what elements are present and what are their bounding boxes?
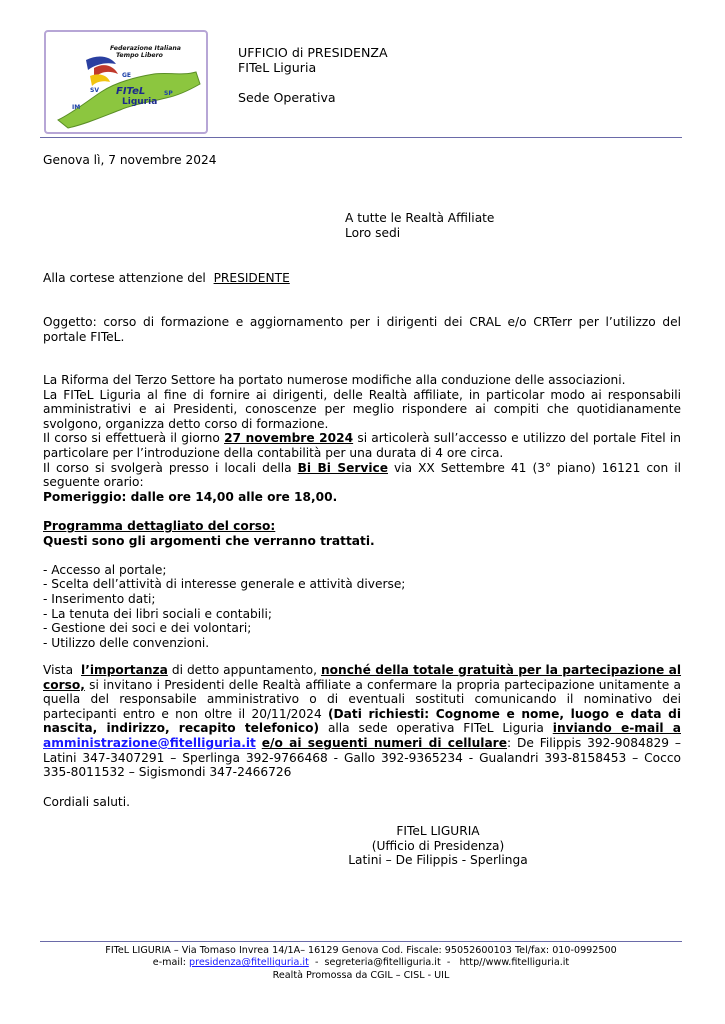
website-link[interactable]: http//www.fitelliguria.it <box>459 957 570 969</box>
segreteria-email[interactable]: segreteria@fitelliguria.it <box>324 957 441 969</box>
body-block <box>43 373 681 504</box>
closing-inviando: inviando e-mail a <box>552 721 681 736</box>
footer-separator: - <box>314 957 319 969</box>
recipient-line-2: Loro sedi <box>345 225 401 240</box>
course-place: Bi Bi Service <box>297 460 388 475</box>
list-item: - Gestione dei soci e dei volontari; <box>43 621 252 636</box>
body-p4-pre: Il corso si svolgerà presso i locali della <box>43 460 292 475</box>
footer-promoted: Realtà Promossa da CGIL – CISL - UIL <box>272 969 450 981</box>
logo-fitel-text: FITeL <box>116 86 146 97</box>
footer-address: FITeL LIGURIA – Via Tomaso Invrea 14/1A– 16129 Genova Cod. Fiscale: 95052600103 Tel/fax: 010-0992500 <box>105 945 617 956</box>
program-list <box>43 563 681 651</box>
program-block <box>43 519 681 650</box>
header-block <box>238 45 388 105</box>
signature-line-2: (Ufficio di Presidenza) <box>371 838 505 853</box>
list-item: - Inserimento dati; <box>43 591 156 606</box>
logo-liguria-text: Liguria <box>122 97 158 107</box>
footer-divider <box>40 941 682 942</box>
footer-contacts <box>40 957 682 969</box>
list-item: - Scelta dell’attività di interesse generale e attività diverse; <box>43 577 406 592</box>
phone-numbers: De Filippis 392-9084829 – Latini 347-3407291 – Sperlinga 392-9766468 - Gallo 392-9365234 - Gualandri 393-8158453 – Cocco 335-8011532 – Sigismondi 347-2466726 <box>43 735 682 780</box>
closing-importanza: l’importanza <box>81 663 168 677</box>
closing-numeri: e/o ai seguenti numeri di cellulare <box>261 735 507 750</box>
logo-federation-text: Federazione Italiana Tempo Libero <box>110 45 181 59</box>
list-item: - Utilizzo delle convenzioni. <box>43 635 210 650</box>
province-sv-label: SV <box>90 87 99 94</box>
attention-name: PRESIDENTE <box>213 271 290 285</box>
body-p3 <box>43 431 681 460</box>
recipient-block <box>345 211 494 240</box>
closing-invito: si invitano i Presidenti delle Realtà affiliate a confermare la propria partecipazione unitamente a quella del responsabile amministrativo o di eventuali sostituti comunicando il nominativo dei partecipanti entro e non oltre il 20/11/2024 <box>43 677 682 721</box>
body-p4-post: via XX Settembre 41 (3° piano) 16121 con il seguente orario: <box>43 460 682 490</box>
list-item: - Accesso al portale; <box>43 562 167 577</box>
subject: Oggetto: corso di formazione e aggiornamento per i dirigenti dei CRAL e/o CRTerr per l’utilizzo del portale FITeL. <box>43 315 681 344</box>
closing-dati: (Dati richiesti: Cognome e nome, luogo e data di nascita, indirizzo, recapito telefonico) <box>43 706 682 736</box>
fitel-logo <box>44 30 208 134</box>
presidenza-email-link[interactable]: presidenza@fitelliguria.it <box>189 957 309 969</box>
list-item: - La tenuta dei libri sociali e contabili; <box>43 606 273 621</box>
admin-email-link[interactable]: amministrazione@fitelliguria.it <box>43 735 256 750</box>
closing-vista: Vista <box>43 663 74 677</box>
closing-colon: : <box>506 735 512 750</box>
program-subtitle: Questi sono gli argomenti che verranno trattati. <box>43 533 375 548</box>
date-line: Genova lì, 7 novembre 2024 <box>43 153 217 167</box>
signature-line-3: Latini – De Filippis - Sperlinga <box>348 853 528 868</box>
header-org: FITeL Liguria <box>238 60 317 75</box>
body-p3-pre: Il corso si effettuerà il giorno <box>43 431 220 446</box>
province-ge-label: GE <box>122 72 132 79</box>
header-office: UFFICIO di PRESIDENZA <box>238 45 388 60</box>
body-p2: La FITeL Liguria al fine di fornire ai dirigenti, delle Realtà affiliate, in particolar modo ai responsabili amministrativi e ai Presidenti, conoscenze per meglio rispondere ai compiti che quotidianamente svolgono, organizza detto corso di formazione. <box>43 387 681 431</box>
recipient-line-1: A tutte le Realtà Affiliate <box>345 211 495 225</box>
signature-block <box>330 824 546 868</box>
body-p3-post: si articolerà sull’accesso e utilizzo del portale Fitel in particolare per l’introduzione della contabilità per una durata di 4 ore circa. <box>43 431 681 460</box>
footer-email-label: e-mail: <box>152 957 186 969</box>
closing-sede: alla sede operativa FITeL Liguria <box>327 721 544 736</box>
closing-detto: di detto appuntamento, <box>171 663 317 677</box>
greeting: Cordiali saluti. <box>43 795 130 809</box>
closing-paragraph <box>43 663 681 780</box>
attention-prefix: Alla cortese attenzione del <box>43 271 206 285</box>
footer <box>40 945 682 982</box>
body-p1: La Riforma del Terzo Settore ha portato numerose modifiche alla conduzione delle associazioni. <box>43 373 626 387</box>
province-im-label: IM <box>72 104 81 111</box>
attention-line <box>43 271 290 286</box>
course-date: 27 novembre 2024 <box>224 431 354 446</box>
signature-line-1: FITeL LIGURIA <box>396 824 480 838</box>
header-sede: Sede Operativa <box>238 90 336 105</box>
course-schedule: Pomeriggio: dalle ore 14,00 alle ore 18,00. <box>43 489 338 504</box>
closing-gratuita: nonché della totale gratuità per la partecipazione al corso, <box>43 663 682 692</box>
footer-separator: - <box>446 957 451 969</box>
body-p4 <box>43 461 681 490</box>
header-divider <box>40 137 682 138</box>
program-title: Programma dettagliato del corso: <box>43 519 276 533</box>
province-sp-label: SP <box>164 90 173 97</box>
